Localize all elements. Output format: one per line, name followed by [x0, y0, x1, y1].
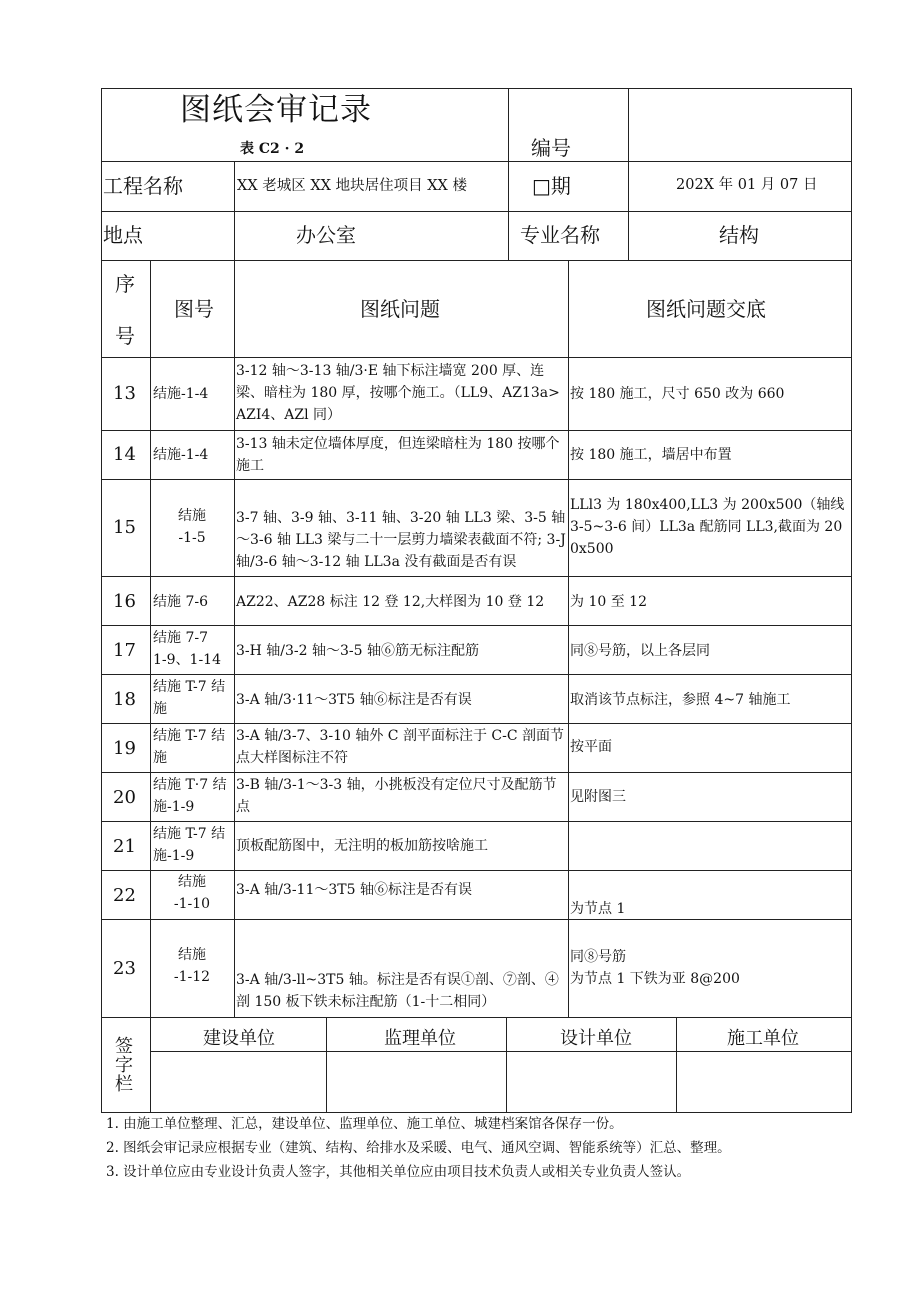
- row-18-seq: 18: [113, 689, 136, 710]
- row-15-issue: 3-7 轴、3-9 轴、3-11 轴、3-20 轴 LL3 梁、3-5 轴～3-6 轴 LL3 梁与二十一层剪力墙梁表截面不符; 3-J 轴/3-6 轴～3-12 轴 LL3a 没有截面是否有误: [236, 510, 566, 570]
- line-row-19: [101, 772, 852, 773]
- row-13-issue: 3-12 轴～3-13 轴/3·E 轴下标注墙宽 200 厚、连梁、暗柱为 180 厚，按哪个施工。（LL9、AZ13a>AZI4、AZl 同）: [236, 363, 560, 423]
- note-1: 1. 由施工单位整理、汇总，建设单位、监理单位、施工单位、城建档案馆各保存一份。: [106, 1116, 623, 1132]
- signature-label-1: 签: [115, 1036, 133, 1057]
- col-drawing-no: 图号: [174, 297, 214, 321]
- location-label: 地点: [103, 223, 143, 247]
- signature-label-2: 字: [115, 1055, 133, 1076]
- row-15-drawing: 结施 -1-5: [178, 508, 206, 546]
- row-14-issue: 3-13 轴未定位墙体厚度，但连梁暗柱为 180 按哪个施工: [236, 436, 560, 474]
- row-16-issue: AZ22、AZ28 标注 12 登 12,大样图为 10 登 12: [236, 594, 545, 610]
- row-19-issue: 3-A 轴/3-7、3-10 轴外 C 剖平面标注于 C-C 剖面节点大样图标注不符: [236, 728, 565, 766]
- line-row-13: [101, 430, 852, 431]
- line-v-issue: [568, 260, 569, 1018]
- row-16-drawing: 结施 7-6: [153, 594, 208, 610]
- signature-unit-construction: 建设单位: [203, 1028, 275, 1049]
- frame-top: [101, 88, 852, 89]
- signature-unit-design: 设计单位: [560, 1028, 632, 1049]
- row-17-seq: 17: [113, 640, 136, 661]
- row-20-seq: 20: [113, 787, 136, 808]
- project-value: XX 老城区 XX 地块居住项目 XX 楼: [237, 178, 467, 194]
- line-v-number-label: [508, 88, 509, 260]
- page-title: 图纸会审记录: [180, 92, 372, 128]
- row-15-seq: 15: [113, 517, 136, 538]
- col-seq-line2: 号: [115, 324, 135, 348]
- signature-cell-contractor[interactable]: [677, 1052, 851, 1112]
- number-label: 编号: [531, 136, 571, 160]
- signature-cell-supervision[interactable]: [327, 1052, 506, 1112]
- col-issue: 图纸问题: [360, 297, 440, 321]
- note-2: 2. 图纸会审记录应根据专业（建筑、结构、给排水及采暖、电气、通风空调、智能系统等）汇总、整理。: [106, 1140, 731, 1156]
- note-3: 3. 设计单位应由专业设计负责人签字，其他相关单位应由项目技术负责人或相关专业负责人签认。: [106, 1164, 691, 1180]
- location-value: 办公室: [296, 223, 356, 247]
- row-18-response: 取消该节点标注，参照 4~7 轴施工: [570, 692, 791, 708]
- row-21-drawing: 结施 T-7 结施-1-9: [153, 826, 226, 864]
- row-17-issue: 3-H 轴/3-2 轴～3-5 轴⑥筋无标注配筋: [236, 643, 480, 659]
- line-row-14: [101, 479, 852, 480]
- row-22-issue: 3-A 轴/3-11～3T5 轴⑥标注是否有误: [236, 882, 472, 898]
- line-h3: [101, 260, 852, 261]
- row-18-drawing: 结施 T-7 结施: [153, 679, 226, 717]
- row-14-drawing: 结施-1-4: [153, 447, 209, 463]
- row-22-response: 为节点 1: [570, 901, 626, 917]
- frame-left: [101, 88, 102, 1113]
- row-21-seq: 21: [113, 836, 136, 857]
- row-15-response: LLl3 为 180x400,LL3 为 200x500（轴线 3-5~3-6 间）LL3a 配筋同 LL3,截面为 200x500: [570, 497, 845, 557]
- signature-cell-construction[interactable]: [151, 1052, 326, 1112]
- line-row-18: [101, 723, 852, 724]
- date-value: 202X 年 01 月 07 日: [676, 177, 818, 193]
- line-v-number-value: [628, 88, 629, 260]
- row-23-drawing: 结施 -1-12: [173, 947, 211, 985]
- row-16-response: 为 10 至 12: [570, 594, 647, 610]
- row-13-seq: 13: [113, 383, 136, 404]
- row-14-seq: 14: [113, 444, 136, 465]
- line-v-seq: [150, 260, 151, 1018]
- line-row-20: [101, 821, 852, 822]
- row-19-seq: 19: [113, 738, 136, 759]
- col-seq-line1: 序: [115, 272, 135, 296]
- frame-right: [851, 88, 852, 1113]
- row-22-drawing: 结施 -1-10: [173, 874, 211, 912]
- row-19-drawing: 结施 T-7 结施: [153, 728, 226, 766]
- form-code: 表 C2 · 2: [240, 141, 305, 157]
- date-label: □期: [532, 174, 571, 198]
- signature-label-3: 栏: [115, 1074, 133, 1095]
- signature-unit-supervision: 监理单位: [384, 1028, 456, 1049]
- row-16-seq: 16: [113, 591, 136, 612]
- row-19-response: 按平面: [570, 739, 612, 755]
- row-22-seq: 22: [113, 885, 136, 906]
- line-row-23: [101, 1017, 852, 1018]
- row-14-response: 按 180 施工，墙居中布置: [570, 447, 732, 463]
- line-row-17: [101, 674, 852, 675]
- project-label: 工程名称: [103, 174, 183, 198]
- row-13-drawing: 结施-1-4: [153, 386, 209, 402]
- col-response: 图纸问题交底: [646, 297, 766, 321]
- line-row-15: [101, 576, 852, 577]
- row-18-issue: 3-A 轴/3·11～3T5 轴⑥标注是否有误: [236, 692, 472, 708]
- row-20-issue: 3-B 轴/3-1～3-3 轴，小挑板没有定位尺寸及配筋节点: [236, 777, 557, 815]
- row-23-response: 同⑧号筋 为节点 1 下铁为亚 8@200: [570, 949, 740, 987]
- line-h2: [101, 211, 852, 212]
- row-17-drawing: 结施 7-7 1-9、1-14: [153, 630, 221, 668]
- line-row-16: [101, 625, 852, 626]
- line-col-header-bottom: [101, 357, 852, 358]
- row-20-drawing: 结施 T·7 结施-1-9: [153, 777, 227, 815]
- line-v-drawing: [234, 260, 235, 1018]
- discipline-label: 专业名称: [520, 223, 600, 247]
- discipline-value: 结构: [719, 223, 759, 247]
- row-17-response: 同⑧号筋，以上各层同: [570, 643, 710, 659]
- signature-unit-contractor: 施工单位: [727, 1028, 799, 1049]
- row-20-response: 见附图三: [570, 789, 626, 805]
- row-23-issue: 3-A 轴/3-ll~3T5 轴。标注是否有误①剖、⑦剖、④剖 150 板下铁未标注配筋（1-十二相同）: [236, 972, 559, 1010]
- line-v-project: [234, 161, 235, 260]
- signature-cell-design[interactable]: [507, 1052, 676, 1112]
- line-h1: [101, 161, 852, 162]
- row-23-seq: 23: [113, 958, 136, 979]
- row-21-issue: 顶板配筋图中，无注明的板加筋按啥施工: [236, 838, 488, 854]
- row-13-response: 按 180 施工，尺寸 650 改为 660: [570, 386, 785, 402]
